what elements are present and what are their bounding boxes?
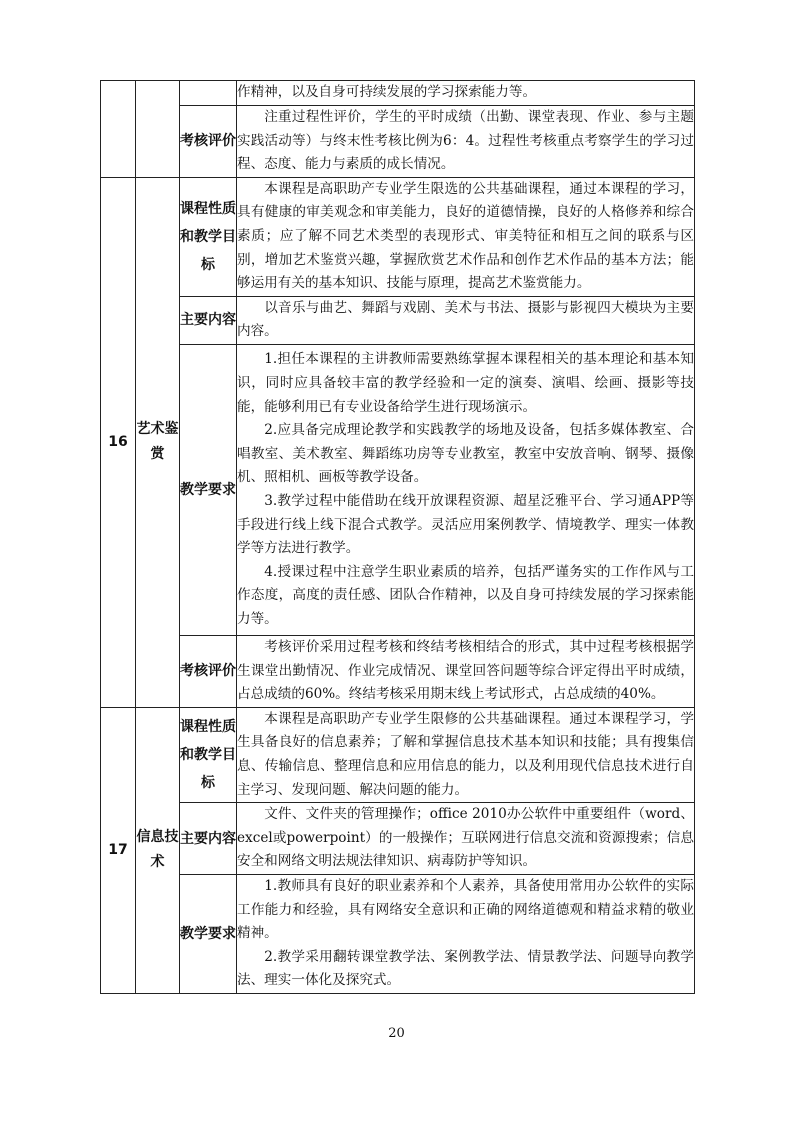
course17-requirement-item: 1.教师具有良好的职业素养和个人素养，具备使用常用办公软件的实际工作能力和经验，具有网络安全意识和正确的网络道德观和精益求精的敬业精神。: [237, 877, 694, 942]
course16-content-row: [101, 296, 695, 344]
course15-assessment-label: 考核评价: [180, 106, 237, 178]
course16-nature-text: 本课程是高职助产专业学生限选的公共基础课程，通过本课程的学习，具有健康的审美观念和审美能力，良好的道德情操，良好的人格修养和综合素质；应了解不同艺术类型的表现形式、审美特征和相互之间的联系与区别，增加艺术鉴赏兴趣，掌握欣赏艺术作品和创作艺术作品的基本方法；能够运用有关的基本知识、技能与原理，提高艺术鉴赏能力。: [237, 180, 694, 292]
course15-cont-row: [101, 81, 695, 106]
course16-requirements-row: [101, 344, 695, 635]
course17-requirements-row: [101, 874, 695, 993]
course15-cont-label-cell: [180, 81, 237, 106]
course17-content-row: [101, 803, 695, 875]
course17-content-label: 主要内容: [180, 803, 237, 875]
course15-cont-text: 作精神，以及自身可持续发展的学习探索能力等。: [237, 84, 537, 101]
course17-requirement-item: 2.教学采用翻转课堂教学法、案例教学法、情景教学法、问题导向教学法、理实一体化及探究式。: [237, 948, 694, 989]
course15-cont-cell: [237, 81, 695, 106]
course16-content-text: 以音乐与曲艺、舞蹈与戏剧、美术与书法、摄影与影视四大模块为主要内容。: [237, 299, 694, 340]
course16-requirements-label: 教学要求: [180, 344, 237, 635]
course16-requirements-cell: [237, 344, 695, 635]
course16-number: 16: [101, 177, 136, 707]
page-number: 20: [388, 1026, 405, 1041]
course16-nature-label: 课程性质和教学目标: [180, 177, 237, 296]
course16-name: 艺术鉴赏: [136, 177, 180, 707]
course16-nature-cell: [237, 177, 695, 296]
course15-assessment-cell: [237, 106, 695, 178]
course16-content-label: 主要内容: [180, 296, 237, 344]
course16-assessment-text: 考核评价采用过程考核和终结考核相结合的形式，其中过程考核根据学生课堂出勤情况、作业完成情况、课堂回答问题等综合评定得出平时成绩，占总成绩的60%。终结考核采用期末线上考试形式，占总成绩的40%。: [237, 638, 694, 703]
course16-requirement-item: 4.授课过程中注意学生职业素质的培养，包括严谨务实的工作作风与工作态度，高度的责任感、团队合作精神，以及自身可持续发展的学习探索能力等。: [237, 563, 694, 627]
course17-number: 17: [101, 707, 136, 993]
course17-nature-label: 课程性质和教学目标: [180, 707, 237, 802]
course15-assessment-row: [101, 106, 695, 178]
course17-nature-row: [101, 707, 695, 802]
course16-assessment-label: 考核评价: [180, 635, 237, 707]
course16-content-cell: [237, 296, 695, 344]
course15-assessment-text: 注重过程性评价，学生的平时成绩（出勤、课堂表现、作业、参与主题实践活动等）与终末性考核比例为6：4。过程性考核重点考察学生的学习过程、态度、能力与素质的成长情况。: [237, 109, 694, 173]
course16-requirement-item: 1.担任本课程的主讲教师需要熟练掌握本课程相关的基本理论和基本知识，同时应具备较丰富的教学经验和一定的演奏、演唱、绘画、摄影等技能，能够利用已有专业设备给学生进行现场演示。: [237, 351, 694, 415]
course16-assessment-row: [101, 635, 695, 707]
course16-requirement-item: 2.应具备完成理论教学和实践教学的场地及设备，包括多媒体教室、合唱教室、美术教室、舞蹈练功房等专业教室，教室中安放音响、钢琴、摄像机、照相机、画板等教学设备。: [237, 422, 694, 486]
course15-number-cell: [101, 81, 136, 178]
course16-assessment-cell: [237, 635, 695, 707]
course16-nature-row: [101, 177, 695, 296]
course17-content-text: 文件、文件夹的管理操作；office 2010办公软件中重要组件（word、excel或powerpoint）的一般操作；互联网进行信息交流和资源搜索；信息安全和网络文明法规法律知识、病毒防护等知识。: [237, 806, 694, 870]
course17-requirements-cell: [237, 874, 695, 993]
course17-nature-text: 本课程是高职助产专业学生限修的公共基础课程。通过本课程学习，学生具备良好的信息素养；了解和掌握信息技术基本知识和技能；具有搜集信息、传输信息、整理信息和应用信息的能力，以及利用现代信息技术进行自主学习、发现问题、解决问题的能力。: [237, 710, 694, 798]
course16-requirement-item: 3.教学过程中能借助在线开放课程资源、超星泛雅平台、学习通APP等手段进行线上线下混合式教学。灵活应用案例教学、情境教学、理实一体教学等方法进行教学。: [237, 492, 694, 557]
course15-name-cell: [136, 81, 180, 178]
course-table: [100, 80, 695, 994]
course17-name: 信息技术: [136, 707, 180, 993]
course17-content-cell: [237, 803, 695, 875]
course17-requirements-label: 教学要求: [180, 874, 237, 993]
course17-nature-cell: [237, 707, 695, 802]
